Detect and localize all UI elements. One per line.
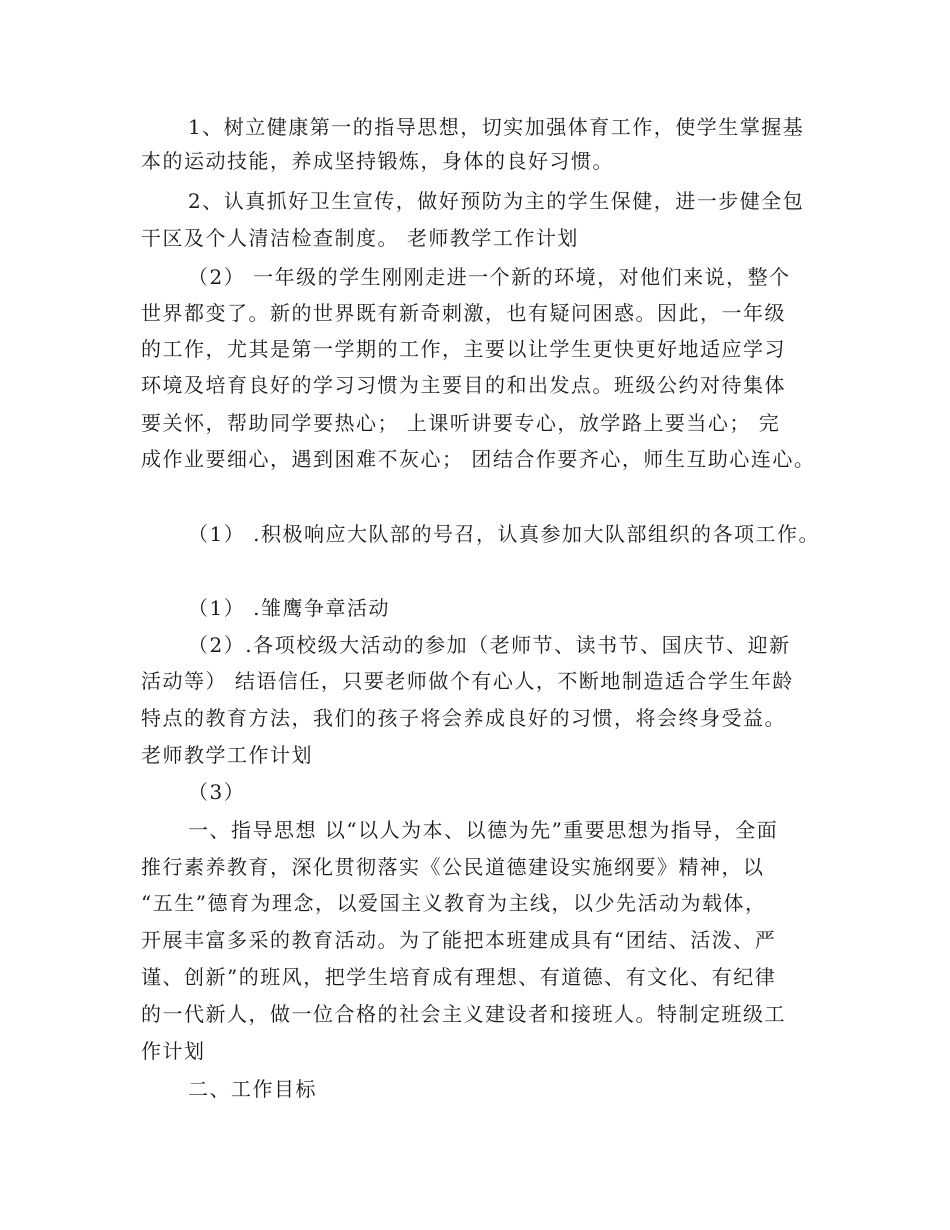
text-line: 谨、创新”的班风，把学生培育成有理想、有道德、有文化、有纪律	[141, 965, 777, 989]
text-line: “五生”德育为理念，以爱国主义教育为主线，以少先活动为载体，	[141, 891, 767, 915]
text-line: 1、树立健康第一的指导思想，切实加强体育工作，使学生掌握基	[188, 115, 805, 139]
text-line: 的一代新人，做一位合格的社会主义建设者和接班人。特制定班级工	[141, 1002, 786, 1026]
text-line: （2） 一年级的学生刚刚走进一个新的环境，对他们来说，整个	[188, 265, 791, 289]
text-line: （3）	[188, 780, 246, 804]
text-line: 老师教学工作计划	[141, 743, 313, 767]
text-line: 本的运动技能，养成坚持锻炼，身体的良好习惯。	[141, 149, 614, 173]
text-line: 成作业要细心，遇到困难不灰心； 团结合作要齐心，师生互助心连心。	[141, 447, 816, 471]
text-line: 推行素养教育，深化贯彻落实《公民道德建设实施纲要》精神，以	[141, 855, 765, 879]
text-line: 世界都变了。新的世界既有新奇刺激，也有疑问困惑。因此，一年级	[141, 301, 786, 325]
text-line: 要关怀，帮助同学要热心； 上课听讲要专心，放学路上要当心； 完	[141, 411, 781, 435]
text-line: 活动等） 结语信任，只要老师做个有心人，不断地制造适合学生年龄	[141, 669, 794, 693]
text-line: （2）.各项校级大活动的参加（老师节、读书节、国庆节、迎新	[188, 633, 791, 657]
text-line: 一、指导思想 以“以人为本、以德为先”重要思想为指导，全面	[188, 818, 779, 842]
text-line: 二、工作目标	[188, 1077, 317, 1101]
text-line: 干区及个人清洁检查制度。 老师教学工作计划	[141, 226, 579, 250]
text-line: （1） .积极响应大队部的号召，认真参加大队部组织的各项工作。	[188, 522, 820, 546]
text-line: 环境及培育良好的学习习惯为主要目的和出发点。班级公约对待集体	[141, 373, 786, 397]
text-line: 作计划	[141, 1039, 206, 1063]
text-line: 的工作，尤其是第一学期的工作，主要以让学生更快更好地适应学习	[141, 337, 786, 361]
text-line: （1） .雏鹰争章活动	[188, 596, 390, 620]
text-line: 2、认真抓好卫生宣传，做好预防为主的学生保健，进一步健全包	[188, 189, 805, 213]
text-line: 开展丰富多采的教育活动。为了能把本班建成具有“团结、活泼、严	[141, 928, 777, 952]
text-line: 特点的教育方法，我们的孩子将会养成良好的习惯，将会终身受益。	[141, 706, 786, 730]
